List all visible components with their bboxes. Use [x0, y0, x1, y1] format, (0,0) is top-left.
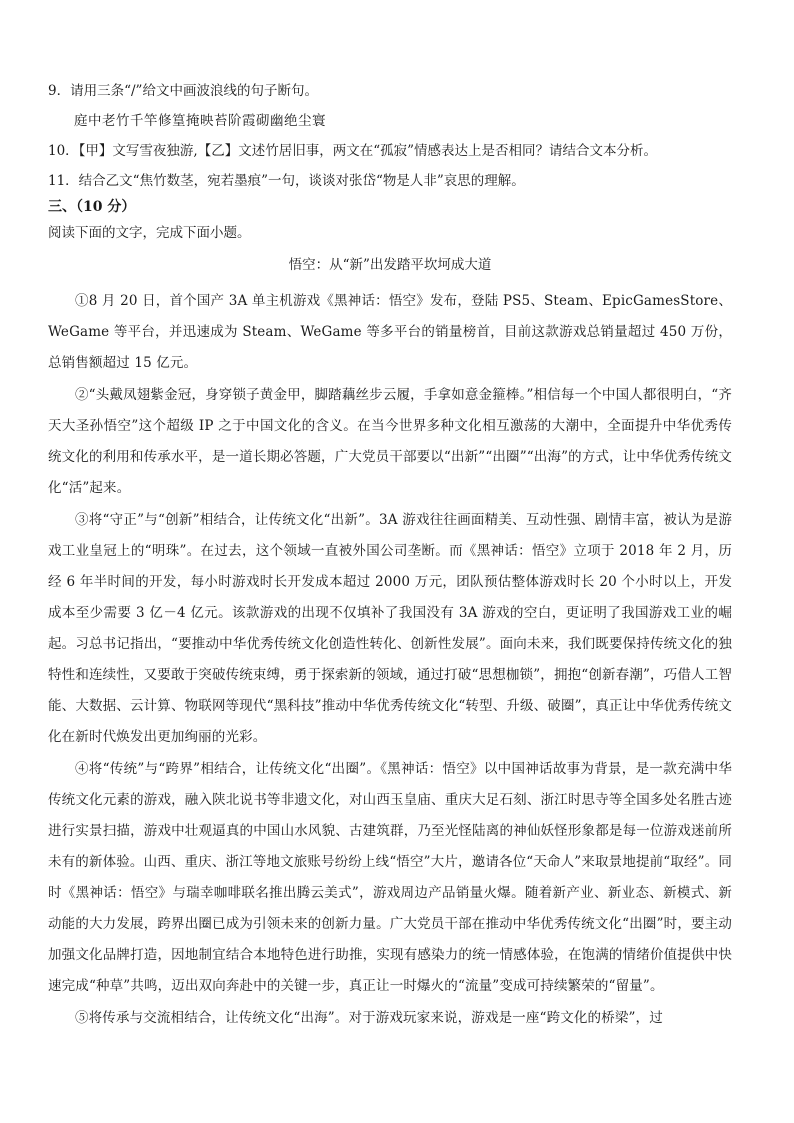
question-9-sentence: 庭中老竹千竿修篁掩映苔阶霞砌幽绝尘寰 — [74, 113, 326, 129]
article-paragraph-4: ④将“传统”与“跨界”相结合，让传统文化“出圈”。《黑神话：悟空》以中国神话故事为背景，是一款充满中华传统文化元素的游戏，融入陕北说书等非遗文化，对山西玉皇庙、重庆大足石刻、浙江时思寺等全国多处名胜古迹进行实景扫描，游戏中壮观逼真的中国山水风貌、古建筑群，乃至光怪陆离的神仙妖怪形象都是每一位游戏迷前所未有的新体验。山西、重庆、浙江等地文旅账号纷纷上线“悟空”大片，邀请各位“天命人”来取景地提前“取经”。同时《黑神话：悟空》与瑞幸咖啡联名推出腾云美式”，游戏周边产品销量火爆。随着新产业、新业态、新模式、新动能的大力发展，跨界出圈已成为引领未来的创新力量。广大党员干部在推动中华优秀传统文化“出圈”时，要主动加强文化品牌打造，因地制宜结合本地特色进行助推，实现有感染力的统一情感体验，在饱满的情绪价值提供中快速完成“种草”共鸣，迈出双向奔赴中的关键一步，真正让一时爆火的“流量”变成可持续繁荣的“留量”。 — [48, 761, 732, 994]
section-heading: 三、（10 分） — [48, 199, 136, 215]
question-9: 9．请用三条“/”给文中画波浪线的句子断句。 — [48, 83, 318, 99]
question-11: 11．结合乙文“焦竹数茎，宛若墨痕”一句，谈谈对张岱“物是人非”哀思的理解。 — [48, 173, 525, 189]
article-paragraph-3: ③将“守正”与“创新”相结合，让传统文化“出新”。3A 游戏往往画面精美、互动性强、剧情丰富，被认为是游戏工业皇冠上的“明珠”。在过去，这个领域一直被外国公司垄断。而《黑神话：悟空》立项于 2018 年 2 月，历经 6 年半时间的开发，每小时游戏时长开发成本超过 2000 万元，团队预估整体游戏时长 20 个小时以上，开发成本至少需要 3 亿－4 亿元。该款游戏的出现不仅填补了我国没有 3A 游戏的空白，更证明了我国游戏工业的崛起。习总书记指出，“要推动中华优秀传统文化创造性转化、创新性发展”。面向未来，我们既要保持传统文化的独特性和连续性，又要敢于突破传统束缚，勇于探索新的领域，通过打破“思想枷锁”，拥抱“创新春潮”，巧借人工智能、大数据、云计算、物联网等现代“黑科技”推动中华优秀传统文化“转型、升级、破圈”，真正让中华优秀传统文化在新时代焕发出更加绚丽的光彩。 — [48, 512, 732, 745]
question-10: 10．【甲】文写雪夜独游,【乙】文述竹居旧事，两文在“孤寂”情感表达上是否相同？请结合文本分析。 — [48, 143, 658, 159]
article-paragraph-5: ⑤将传承与交流相结合，让传统文化“出海”。对于游戏玩家来说，游戏是一座“跨文化的桥梁”，过 — [75, 1010, 663, 1026]
article-paragraph-2: ②“头戴凤翅紫金冠，身穿锁子黄金甲，脚踏藕丝步云履，手拿如意金箍棒。”相信每一个中国人都很明白，“齐天大圣孙悟空”这个超级 IP 之于中国文化的含义。在当今世界多种文化相互激荡的大潮中，全面提升中华优秀传统文化的利用和传承水平，是一道长期必答题，广大党员干部要以“出新”“出圈”“出海”的方式，让中华优秀传统文化“活”起来。 — [48, 387, 732, 496]
section-instruction: 阅读下面的文字，完成下面小题。 — [48, 225, 251, 241]
article-title: 悟空：从“新”出发踏平坎坷成大道 — [288, 257, 492, 273]
article-paragraph-1: ①8 月 20 日，首个国产 3A 单主机游戏《黑神话：悟空》发布，登陆 PS5、Steam、EpicGamesStore、WeGame 等平台，并迅速成为 Steam、WeGame 等多平台的销量榜首，目前这款游戏总销量超过 450 万份，总销售额超过 15 亿元。 — [48, 293, 732, 371]
